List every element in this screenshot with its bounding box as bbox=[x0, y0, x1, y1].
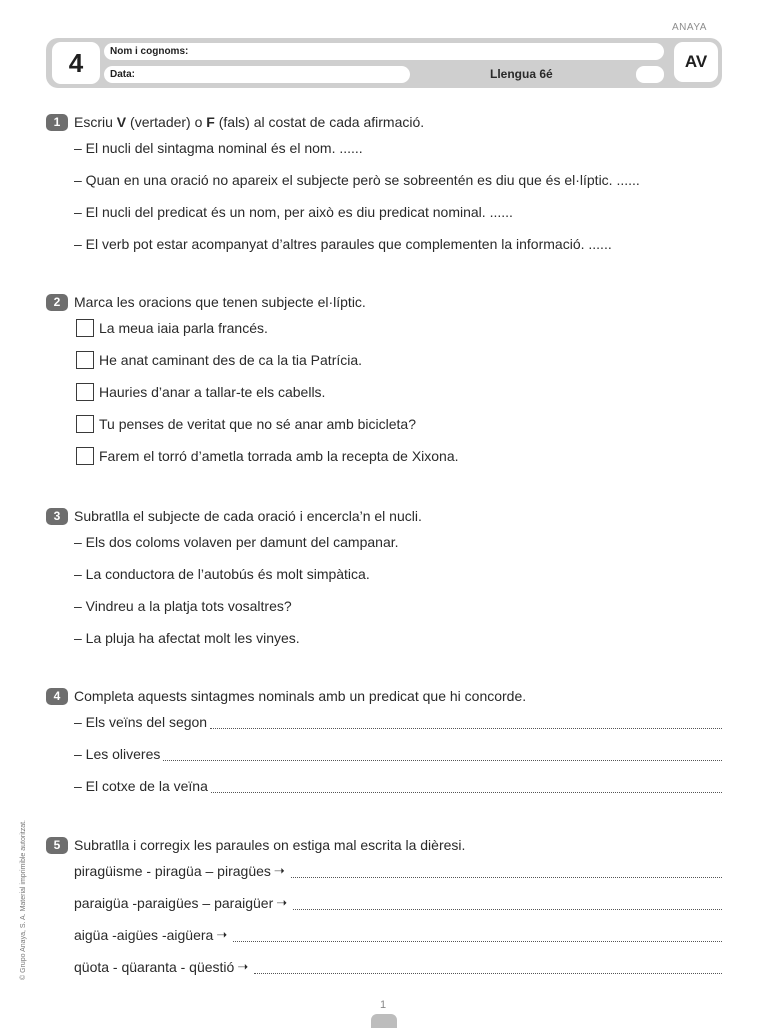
exercise-title bbox=[46, 112, 726, 132]
name-label: Nom i cognoms: bbox=[110, 46, 189, 57]
correction-row bbox=[46, 951, 722, 983]
exercise-title bbox=[46, 686, 722, 706]
sentence-row[interactable] bbox=[46, 590, 726, 622]
answer-line[interactable] bbox=[293, 897, 722, 910]
sentence-text: – Els dos coloms volaven per damunt del campanar. bbox=[74, 534, 399, 550]
correction-row bbox=[46, 887, 722, 919]
title-text: Subratlla i corregix les paraules on estiga mal escrita la dièresi. bbox=[74, 837, 466, 853]
checkbox[interactable] bbox=[76, 383, 94, 401]
phrase-text: – El cotxe de la veïna bbox=[74, 778, 208, 794]
sentence-option bbox=[46, 376, 726, 408]
true-letter: V bbox=[116, 114, 127, 130]
sentence-row[interactable] bbox=[46, 526, 726, 558]
publisher-logo: ANAYA bbox=[672, 22, 707, 33]
copyright-note: © Grupo Anaya, S. A. Material imprimible autoritzat. bbox=[20, 819, 27, 980]
false-letter: F bbox=[206, 114, 215, 130]
arrow-right-icon: ➝ bbox=[237, 959, 249, 974]
option-text: Hauries d’anar a tallar-te els cabells. bbox=[99, 384, 326, 400]
arrow-right-icon: ➝ bbox=[276, 895, 288, 910]
correction-row bbox=[46, 919, 722, 951]
statement-text: – Quan en una oració no apareix el subjecte però se sobreentén es diu que és el·líptic. ...... bbox=[74, 172, 640, 188]
checkbox[interactable] bbox=[76, 351, 94, 369]
sentence-text: – Vindreu a la platja tots vosaltres? bbox=[74, 598, 292, 614]
sentence-row[interactable] bbox=[46, 558, 726, 590]
phrase-text: – Els veïns del segon bbox=[74, 714, 208, 730]
answer-line[interactable] bbox=[233, 929, 722, 942]
title-text: (vertader) o bbox=[130, 114, 203, 130]
completion-row bbox=[46, 706, 722, 738]
checkbox[interactable] bbox=[76, 415, 94, 433]
sentence-option bbox=[46, 312, 726, 344]
statement-row[interactable] bbox=[46, 132, 726, 164]
sentence-option bbox=[46, 408, 726, 440]
statement-text: – El nucli del predicat és un nom, per això es diu predicat nominal. ...... bbox=[74, 204, 513, 220]
page-number: 1 bbox=[380, 999, 387, 1011]
option-text: La meua iaia parla francés. bbox=[99, 320, 268, 336]
correction-row bbox=[46, 855, 722, 887]
option-text: Farem el torró d’ametla torrada amb la recepta de Xixona. bbox=[99, 448, 459, 464]
exercise-1 bbox=[46, 112, 726, 260]
date-field[interactable] bbox=[104, 66, 410, 83]
exercise-title bbox=[46, 292, 726, 312]
title-text: Marca les oracions que tenen subjecte el·líptic. bbox=[74, 294, 366, 310]
exercise-title bbox=[46, 835, 722, 855]
arrow-right-icon: ➝ bbox=[273, 863, 285, 878]
exercise-number: 4 bbox=[46, 688, 68, 705]
title-text: Escriu bbox=[74, 114, 113, 130]
checkbox[interactable] bbox=[76, 447, 94, 465]
statement-row[interactable] bbox=[46, 196, 726, 228]
title-text: (fals) al costat de cada afirmació. bbox=[218, 114, 425, 130]
exercise-title bbox=[46, 506, 726, 526]
sentence-option bbox=[46, 344, 726, 376]
completion-row bbox=[46, 770, 722, 802]
group-field[interactable] bbox=[636, 66, 664, 83]
sentence-option bbox=[46, 440, 726, 472]
sentence-row[interactable] bbox=[46, 622, 726, 654]
option-text: He anat caminant des de ca la tia Patrícia. bbox=[99, 352, 363, 368]
completion-row bbox=[46, 738, 722, 770]
word-group: qüota - qüaranta - qüestió bbox=[74, 959, 235, 975]
answer-line[interactable] bbox=[211, 780, 722, 793]
title-text: Subratlla el subjecte de cada oració i encercla’n el nucli. bbox=[74, 508, 422, 524]
word-group: aigüa -aigües -aigüera bbox=[74, 927, 214, 943]
exercise-3 bbox=[46, 506, 726, 654]
level-badge: AV bbox=[674, 42, 718, 82]
name-field[interactable] bbox=[104, 43, 664, 60]
statement-row[interactable] bbox=[46, 164, 726, 196]
phrase-text: – Les oliveres bbox=[74, 746, 161, 762]
unit-number: 4 bbox=[52, 42, 100, 84]
page-tab bbox=[371, 1014, 397, 1028]
statement-row[interactable] bbox=[46, 228, 726, 260]
checkbox[interactable] bbox=[76, 319, 94, 337]
exercise-4 bbox=[46, 686, 722, 802]
statement-text: – El verb pot estar acompanyat d’altres paraules que complementen la informació. ...... bbox=[74, 236, 612, 252]
exercise-number: 2 bbox=[46, 294, 68, 311]
statement-text: – El nucli del sintagma nominal és el nom. ...... bbox=[74, 140, 363, 156]
sentence-text: – La pluja ha afectat molt les vinyes. bbox=[74, 630, 300, 646]
option-text: Tu penses de veritat que no sé anar amb bicicleta? bbox=[99, 416, 417, 432]
exercise-number: 3 bbox=[46, 508, 68, 525]
sentence-text: – La conductora de l’autobús és molt simpàtica. bbox=[74, 566, 370, 582]
arrow-right-icon: ➝ bbox=[216, 927, 228, 942]
answer-line[interactable] bbox=[291, 865, 722, 878]
title-text: Completa aquests sintagmes nominals amb un predicat que hi concorde. bbox=[74, 688, 527, 704]
exercise-2 bbox=[46, 292, 726, 472]
exercise-5 bbox=[46, 835, 722, 983]
answer-line[interactable] bbox=[210, 716, 722, 729]
date-label: Data: bbox=[110, 69, 136, 80]
word-group: piragüisme - piragüa – piragües bbox=[74, 863, 271, 879]
exercise-number: 5 bbox=[46, 837, 68, 854]
answer-line[interactable] bbox=[254, 961, 722, 974]
word-group: paraigüa -paraigües – paraigüer bbox=[74, 895, 274, 911]
exercise-number: 1 bbox=[46, 114, 68, 131]
answer-line[interactable] bbox=[163, 748, 722, 761]
subject-label: Llengua 6é bbox=[490, 67, 553, 81]
